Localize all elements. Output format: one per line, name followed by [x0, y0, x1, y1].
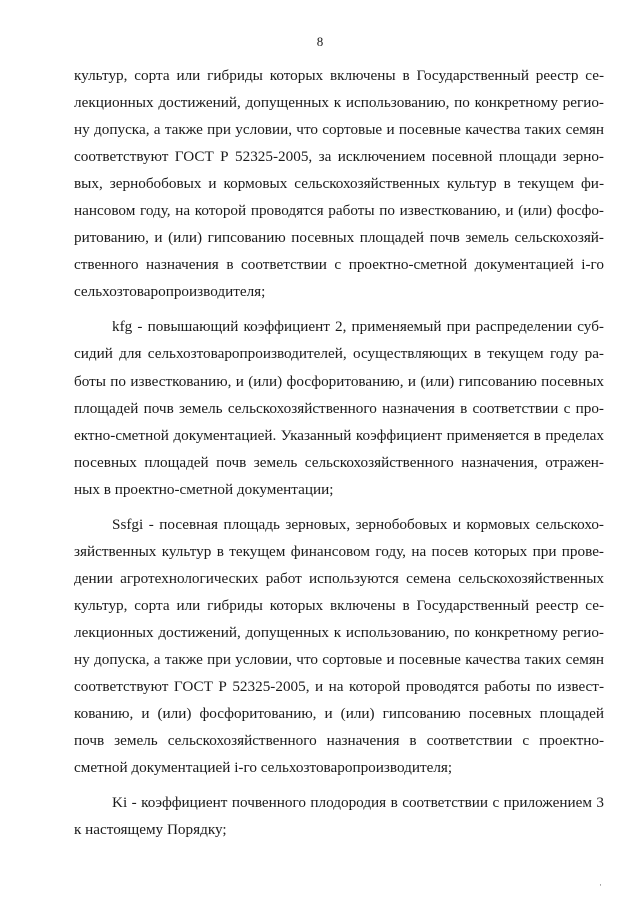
text-line: Ssfgi - посевная площадь зерновых, зернобобовых и кормовых сельскохо-	[112, 515, 604, 533]
footer-mark: ·	[599, 880, 602, 890]
text-line: соответствуют ГОСТ Р 52325-2005, и на которой проводятся работы по извест-	[74, 678, 604, 696]
text-line: к настоящему Порядку;	[74, 821, 227, 839]
text-line: лекционных достижений, допущенных к использованию, по конкретному регио-	[74, 94, 604, 112]
text-line: площадей почв земель сельскохозяйственного назначения в соответствии с про-	[74, 399, 604, 417]
text-line: ритованию, и (или) гипсованию посевных площадей почв земель сельскохозяй-	[74, 229, 604, 247]
text-line: сидий для сельхозтоваропроизводителей, осуществляющих в текущем году ра-	[74, 345, 604, 363]
text-line: Ki - коэффициент почвенного плодородия в соответствии с приложением 3	[112, 794, 604, 812]
text-line: дении агротехнологических работ используются семена сельскохозяйственных	[74, 569, 604, 587]
text-line: посевных площадей почв земель сельскохозяйственного назначения, отражен-	[74, 453, 604, 471]
text-line: культур, сорта или гибриды которых включены в Государственный реестр се-	[74, 596, 604, 614]
page-number: 8	[316, 34, 324, 49]
text-line: кованию, и (или) фосфоритованию, и (или) гипсованию посевных площадей	[74, 705, 604, 723]
text-line: ектно-сметной документацией. Указанный коэффициент применяется в пределах	[74, 426, 604, 444]
text-line: почв земель сельскохозяйственного назначения в соответствии с проектно-	[74, 732, 604, 750]
text-line: kfg - повышающий коэффициент 2, применяемый при распределении суб-	[112, 318, 604, 336]
text-line: вых, зернобобовых и кормовых сельскохозяйственных культур в текущем фи-	[74, 175, 604, 193]
paragraph	[74, 511, 604, 781]
paragraph	[74, 313, 604, 502]
text-line: ну допуска, а также при условии, что сортовые и посевные качества таких семян	[74, 650, 604, 668]
text-line: сельхозтоваропроизводителя;	[74, 283, 266, 301]
text-line: культур, сорта или гибриды которых включены в Государственный реестр се-	[74, 67, 604, 84]
text-line: сметной документацией i-го сельхозтоваропроизводителя;	[74, 759, 453, 777]
page-body	[74, 62, 604, 843]
paragraph	[74, 62, 604, 305]
text-line: боты по известкованию, и (или) фосфоритованию, и (или) гипсованию посевных	[74, 372, 604, 390]
text-line: зяйственных культур в текущем финансовом году, на посев которых при прове-	[74, 542, 604, 560]
text-line: ну допуска, а также при условии, что сортовые и посевные качества таких семян	[74, 121, 604, 139]
text-line: ных в проектно-сметной документации;	[74, 480, 334, 498]
text-line: ственного назначения в соответствии с проектно-сметной документацией i-го	[74, 256, 604, 274]
text-line: соответствуют ГОСТ Р 52325-2005, за исключением посевной площади зерно-	[74, 148, 604, 166]
text-line: нансовом году, на которой проводятся работы по известкованию, и (или) фосфо-	[74, 202, 604, 220]
text-line: лекционных достижений, допущенных к использованию, по конкретному регио-	[74, 623, 604, 641]
paragraph	[74, 789, 604, 843]
